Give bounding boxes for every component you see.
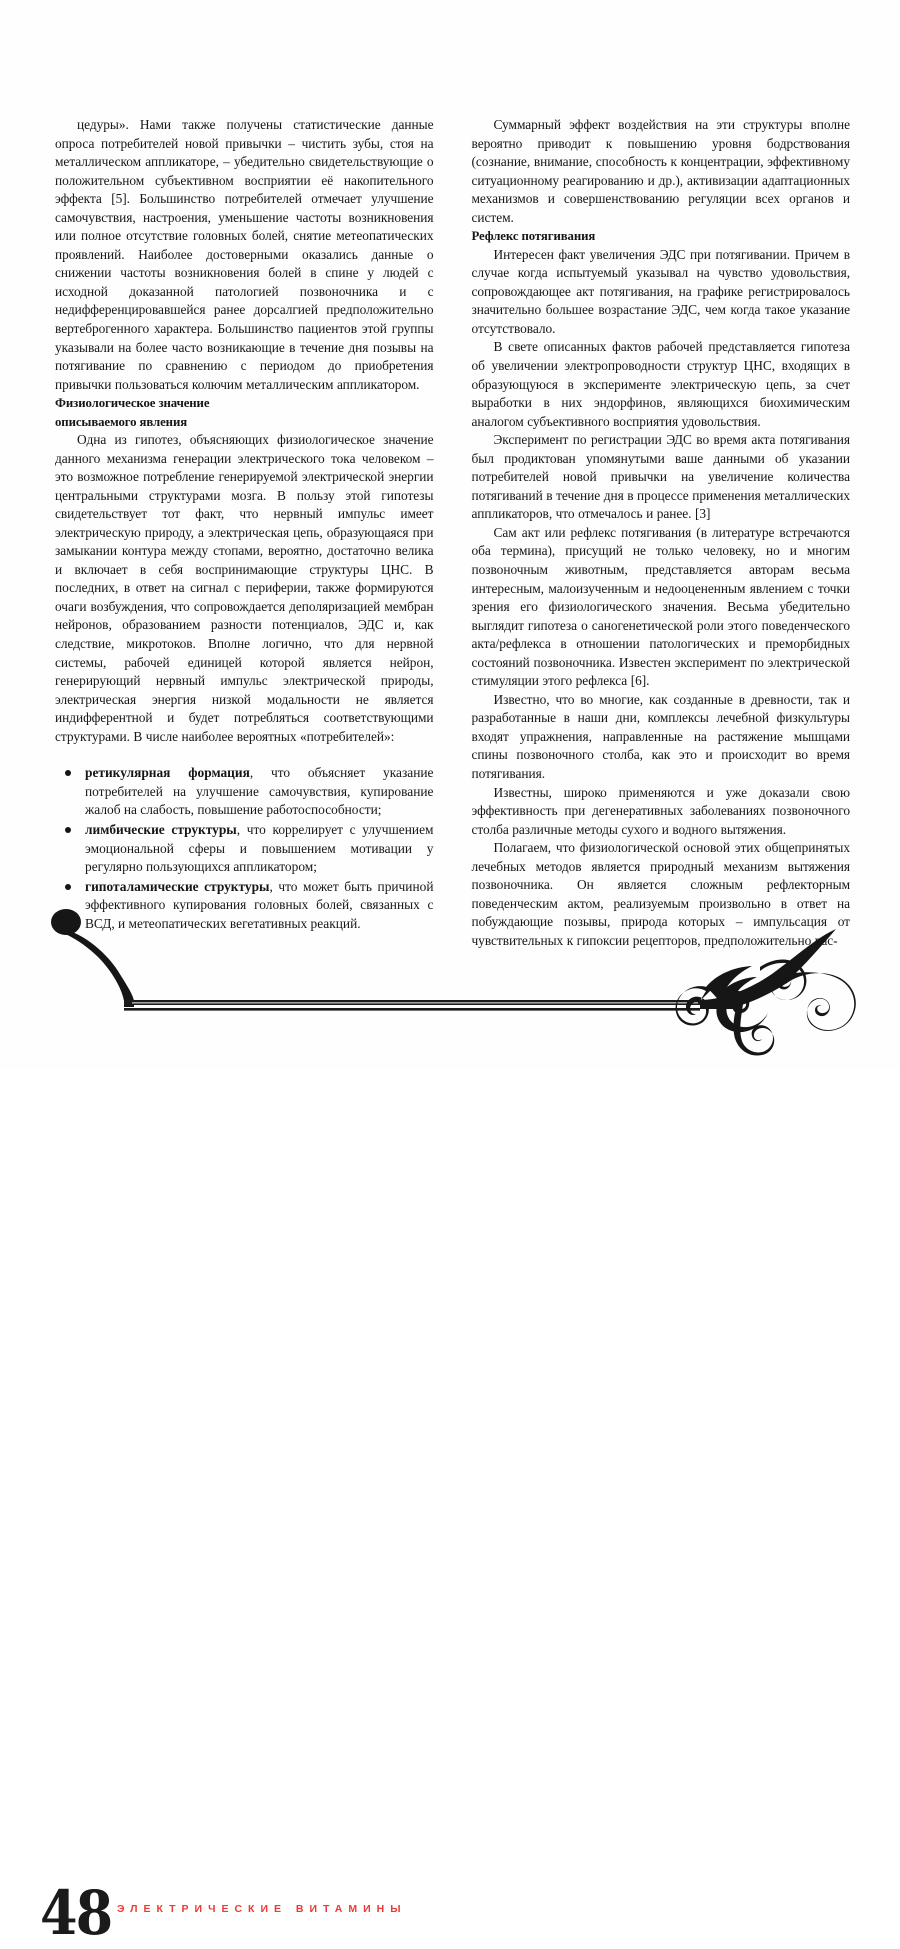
footer-caption: ЭЛЕКТРИЧЕСКИЕ ВИТАМИНЫ bbox=[117, 1903, 407, 1915]
paragraph: Известны, широко применяются и уже доказали свою эффективность при дегенеративных заболеваниях позвоночного столба различные методы сухого и водного вытяжения. bbox=[471, 784, 850, 837]
section-heading-line1: Физиологическое значение bbox=[55, 396, 210, 411]
paragraph: Суммарный эффект воздействия на эти структуры вполне вероятно приводит к повышению уровня бодрствования (сознание, внимание, способность к концентрации, эффективному ситуационному реагированию и др.), активизации адаптационных механизмов и совершенствованию регуляции всех органов и систем. bbox=[471, 117, 850, 225]
footer-ornament-icon bbox=[0, 909, 900, 1069]
section-heading-line2: описываемого явления bbox=[55, 414, 188, 429]
list-item-lead: гипоталамические структуры bbox=[85, 878, 270, 894]
list-item-lead: ретикулярная формация bbox=[85, 765, 250, 781]
bullet-dot-icon bbox=[65, 770, 71, 776]
page-footer bbox=[0, 909, 900, 1949]
paragraph: Интересен факт увеличения ЭДС при потягивании. Причем в случае когда испытуемый указывал на чувство удовольствия, сопровождающее акт потягивания, на графике регистрировалось значительно большее возрастание ЭДС, чем когда такое указание отсутствовало. bbox=[471, 246, 850, 336]
list-item bbox=[55, 821, 434, 877]
text-columns bbox=[55, 116, 850, 950]
paragraph: Сам акт или рефлекс потягивания (в литературе встречаются оба термина), присущий не только человеку, но и многим позвоночным животным, представляется авторам весьма интересным, малоизученным и недооцененным явлением с точки зрения его физиологического значения. Весьма убедительно выглядит гипотеза о саногенетической роли этого поведенческого акта/рефлекса в отношении патологических и преморбидных состояний позвоночника. Известен эксперимент по электрической стимуляции этого рефлекса [6]. bbox=[471, 524, 850, 689]
bullet-dot-icon bbox=[65, 827, 71, 833]
paragraph: Известно, что во многие, как созданные в древности, так и разработанные в наши дни, комплексы лечебной физкультуры входят упражнения, направленные на растяжение мышцами спины позвоночного столба, как это и происходит во время потягивания. bbox=[471, 691, 850, 781]
bullet-list bbox=[55, 764, 434, 933]
paragraph: Эксперимент по регистрации ЭДС во время акта потягивания был продиктован упомянутыми ваше данными об указании потребителей новой привычки на увеличение количества потягиваний в течение дня в процессе применения металлических аппликаторов, что отмечалось и ранее. [3] bbox=[471, 432, 850, 522]
left-column bbox=[55, 116, 434, 950]
bullet-dot-icon bbox=[65, 884, 71, 890]
paragraph: Одна из гипотез, объясняющих физиологическое значение данного механизма генерации электрического тока человеком – это возможное потребление генерируемой электрической энергии центральными структурами мозга. В пользу этой гипотезы свидетельствует тот факт, что нервный импульс имеет электрическую природу, а электрическая цепь, образующаяся при замыкании контура между стопами, вероятно, достаточно велика и включает в себя воспринимающие структуры ЦНС. В последних, в ответ на сигнал с периферии, также формируются очаги возбуждения, что сопровождается деполяризацией мембран нейронов, образованием разности потенциалов, ЭДС и, как следствие, микротоков. Вполне логично, что для нервной системы, рабочей единицей которой является нейрон, генерирующий нервный импульс электрической природы, электрическая энергия низкой модальности не является индифферентной и будет потребляться соответствующими структурами. В числе наиболее вероятных «потребителей»: bbox=[55, 432, 434, 744]
paragraph: В свете описанных фактов рабочей представляется гипотеза об увеличении электропроводности структур ЦНС, входящих в образующуюся в эксперименте электрическую цепь, за счет выработки в них эндорфинов, являющихся биохимическим аналогом субъективного восприятия удовольствия. bbox=[471, 339, 850, 429]
list-item bbox=[55, 764, 434, 820]
list-item-text: , что объясняет указание потребителей на улучшение самочувствия, купирование жалоб на слабость, повышение работоспособности; bbox=[85, 765, 434, 818]
list-item-text: , что коррелирует с улучшением эмоциональной сферы и повышением мотивации у регулярно пользующихся аппликатором; bbox=[85, 821, 434, 875]
list-item-lead: лимбические структуры bbox=[85, 821, 237, 837]
section-heading: Рефлекс потягивания bbox=[471, 229, 596, 244]
list-item-text: , что может быть причиной эффективного купирования головных болей, связанных с ВСД, и метеопатических вегетативных реакций. bbox=[85, 878, 434, 931]
page-number: 48 bbox=[40, 1876, 112, 1949]
paragraph: цедуры». Нами также получены статистические данные опроса потребителей новой привычки – чистить зубы, стоя на металлическом аппликаторе, – убедительно свидетельствующие о положительном субъективном восприятии её накопительного эффекта [5]. Большинство потребителей отмечает улучшение самочувствия, настроения, уменьшение частоты возникновения или полное отсутствие головных болей, снятие метеопатических проявлений. Наиболее достоверными оказались данные о снижении частоты возникновения болей в спине у людей с исходной доказанной патологией позвоночника и с недифференцировавшейся ранее дорсалгией предположительно вертеброгенного характера. Большинство пациентов этой группы указывали на более часто возникающие в течение дня позывы на потягивание по сравнению с периодом до приобретения привычки пользоваться колючим металлическим аппликатором. bbox=[55, 117, 434, 392]
right-column bbox=[472, 116, 851, 950]
paragraph: Полагаем, что физиологической основой этих общепринятых лечебных методов является природный механизм вытяжения позвоночника. Он является сложным рефлекторным поведенческим актом, реализуемым произвольно в ответ на побуждающие позывы, природа которых – импульсация от чувствительных к гипоксии рецепторов, предположительно рас- bbox=[471, 840, 850, 948]
